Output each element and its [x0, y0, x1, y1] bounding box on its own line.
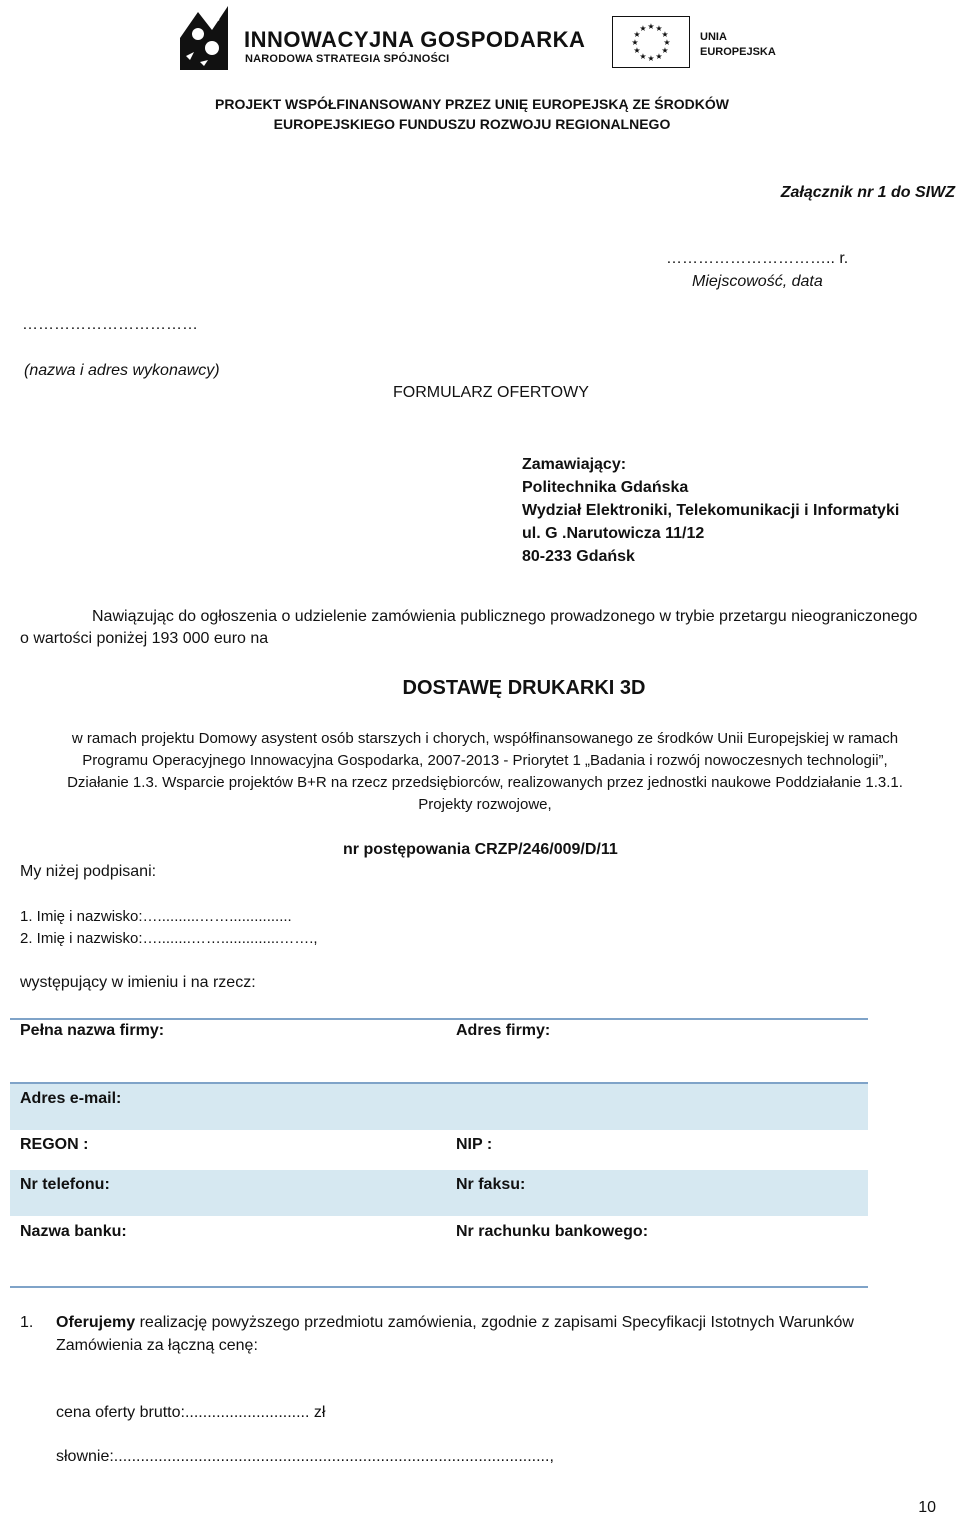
ig-logo-subtitle: NARODOWA STRATEGIA SPÓJNOŚCI — [245, 53, 450, 65]
signer-1: 1. Imię i nazwisko:…..........……............... — [20, 908, 292, 925]
svg-text:★: ★ — [633, 46, 641, 55]
contractor-dots: …………………………… — [22, 316, 198, 333]
account-label: Nr rachunku bankowego: — [456, 1223, 649, 1240]
buyer-label: Zamawiający: — [522, 456, 627, 473]
offer-bold-word: Oferujemy — [56, 1314, 136, 1331]
project-desc-line3: Działanie 1.3. Wsparcie projektów B+R na rzecz przedsiębiorców, realizowanych przez jednostki naukowe Poddziałanie 1.3.1. — [67, 774, 903, 791]
bank-label: Nazwa banku: — [20, 1223, 127, 1240]
offer-price-words: słownie:.................................................................................................., — [56, 1448, 554, 1465]
fax-label: Nr faksu: — [456, 1176, 526, 1193]
order-subject: DOSTAWĘ DRUKARKI 3D — [402, 677, 646, 699]
eu-label-line2: EUROPEJSKA — [700, 46, 776, 58]
svg-text:★: ★ — [633, 30, 641, 39]
svg-text:★: ★ — [655, 52, 663, 61]
table-rule-top — [10, 1018, 868, 1020]
email-label: Adres e-mail: — [20, 1090, 122, 1107]
project-cofinance-line2: EUROPEJSKIEGO FUNDUSZU ROZWOJU REGIONALNEGO — [273, 116, 671, 132]
svg-text:★: ★ — [647, 54, 655, 63]
project-cofinance-line1: PROJEKT WSPÓŁFINANSOWANY PRZEZ UNIĘ EUROPEJSKĄ ZE ŚRODKÓW — [215, 96, 729, 112]
innowacyjna-gospodarka-logo-icon — [178, 4, 230, 72]
offer-line2: Zamówienia za łączną cenę: — [56, 1337, 258, 1354]
contractor-caption: (nazwa i adres wykonawcy) — [24, 362, 220, 379]
eu-label-line1: UNIA — [700, 31, 727, 43]
svg-text:★: ★ — [663, 38, 671, 47]
eu-flag — [612, 16, 690, 68]
page-number: 10 — [918, 1499, 936, 1516]
nip-label: NIP : — [456, 1136, 493, 1153]
regon-label: REGON : — [20, 1136, 89, 1153]
company-data-table — [10, 1018, 868, 1288]
phone-label: Nr telefonu: — [20, 1176, 110, 1193]
acting-for-label: występujący w imieniu i na rzecz: — [20, 974, 256, 991]
intro-line2: o wartości poniżej 193 000 euro na — [20, 630, 269, 647]
offer-line1-rest: realizację powyższego przedmiotu zamówienia, zgodnie z zapisami Specyfikacji Istotnych Warunków — [135, 1314, 854, 1331]
eu-label — [700, 30, 776, 60]
phone-row-band — [10, 1170, 868, 1216]
signers-label: My niżej podpisani: — [20, 863, 157, 880]
ig-logo-title: INNOWACYJNA GOSPODARKA — [244, 27, 586, 52]
signer-2: 2. Imię i nazwisko:…........……..............……., — [20, 930, 318, 947]
svg-text:★: ★ — [639, 24, 647, 33]
project-desc-line2: Programu Operacyjnego Innowacyjna Gospodarka, 2007-2013 - Priorytet 1 „Badania i rozwój nowoczesnych technologii”, — [82, 752, 888, 769]
intro-line1: Nawiązując do ogłoszenia o udzielenie zamówienia publicznego prowadzonego w trybie przetargu nieograniczonego — [92, 608, 918, 625]
offer-line1 — [56, 1314, 854, 1332]
procedure-number: nr postępowania CRZP/246/009/D/11 — [343, 841, 618, 858]
svg-text:★: ★ — [631, 38, 639, 47]
svg-text:★: ★ — [661, 46, 669, 55]
offer-number: 1. — [20, 1314, 34, 1331]
buyer-block — [522, 453, 899, 568]
table-rule-bottom — [10, 1286, 868, 1288]
project-desc-line1: w ramach projektu Domowy asystent osób starszych i chorych, współfinansowanego ze środków Unii Europejskiej w ramach — [71, 730, 899, 747]
form-title: FORMULARZ OFERTOWY — [393, 384, 589, 401]
buyer-faculty: Wydział Elektroniki, Telekomunikacji i Informatyki — [522, 502, 900, 519]
offer-price: cena oferty brutto:............................ zł — [56, 1404, 326, 1421]
svg-text:★: ★ — [661, 30, 669, 39]
date-line: ………………………….. r. — [666, 250, 849, 267]
full-name-label: Pełna nazwa firmy: — [20, 1022, 165, 1039]
date-caption: Miejscowość, data — [692, 273, 823, 290]
project-description — [0, 728, 960, 816]
buyer-city: 80-233 Gdańsk — [522, 548, 635, 565]
eu-stars-icon — [613, 17, 689, 67]
project-desc-line4: Projekty rozwojowe, — [418, 796, 552, 813]
address-label: Adres firmy: — [456, 1022, 551, 1039]
buyer-name: Politechnika Gdańska — [522, 479, 689, 496]
attachment-label: Załącznik nr 1 do SIWZ — [780, 184, 955, 201]
svg-text:★: ★ — [639, 52, 647, 61]
buyer-street: ul. G .Narutowicza 11/12 — [522, 525, 705, 542]
svg-text:★: ★ — [647, 22, 655, 31]
svg-text:★: ★ — [655, 24, 663, 33]
email-row-band — [10, 1084, 868, 1130]
